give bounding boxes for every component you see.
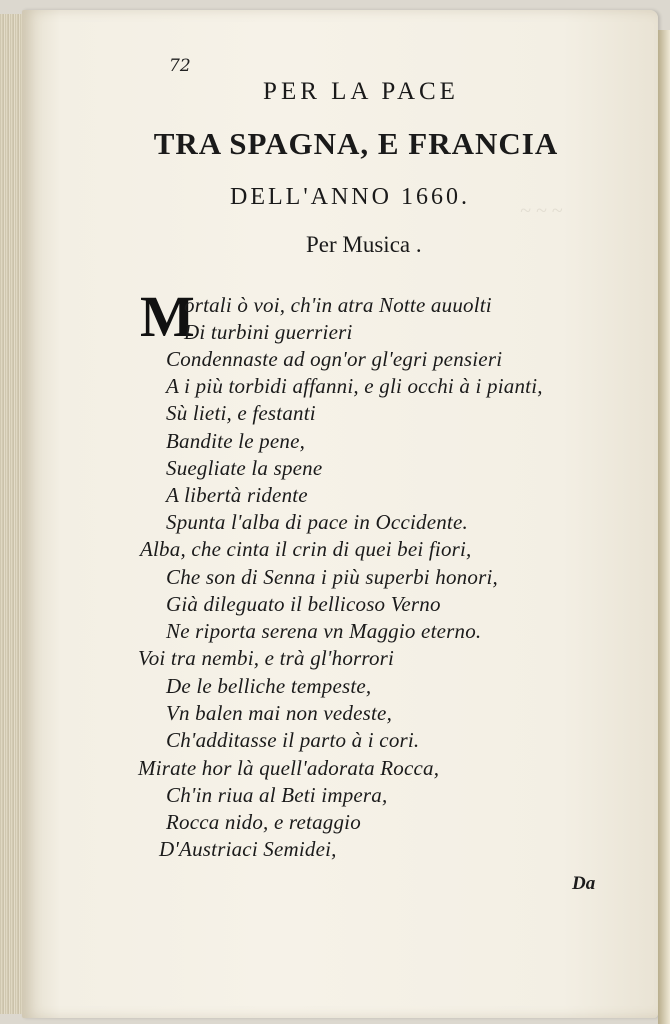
verse-line: Suegliate la spene — [166, 456, 323, 480]
heading-line-3: DELL'ANNO 1660. — [230, 184, 470, 210]
verse-line: ortali ò voi, ch'in atra Notte auuolti — [184, 293, 492, 317]
verse-line: Mirate hor là quell'adorata Rocca, — [138, 756, 440, 780]
heading-line-2: TRA SPAGNA, E FRANCIA — [153, 126, 559, 161]
verse-line: Sù lieti, e festanti — [166, 401, 316, 425]
verse-line: Che son di Senna i più superbi honori, — [166, 565, 498, 589]
verse-line: A libertà ridente — [166, 483, 308, 507]
catchword: Da — [572, 873, 596, 894]
verse-line: De le belliche tempeste, — [166, 674, 372, 698]
verse-line: Ch'additasse il parto à i cori. — [166, 728, 420, 752]
right-page-edge — [658, 30, 670, 1024]
heading-line-1: PER LA PACE — [263, 78, 459, 105]
bleed-through: ~ ~ ~ — [520, 200, 563, 222]
verse-line: D'Austriaci Semidei, — [159, 837, 337, 861]
verse-line: Vn balen mai non vedeste, — [166, 701, 393, 725]
verse-line: Di turbini guerrieri — [184, 320, 353, 344]
verse-line: Già dileguato il bellicoso Verno — [166, 592, 441, 616]
verse-line: Ch'in riua al Beti impera, — [166, 783, 388, 807]
verse-line: A i più torbidi affanni, e gli occhi à i pianti, — [166, 374, 543, 398]
verse-line: Spunta l'alba di pace in Occidente. — [166, 510, 468, 534]
verse-line: Condennaste ad ogn'or gl'egri pensieri — [166, 347, 503, 371]
verse-line: Alba, che cinta il crin di quei bei fiori, — [140, 537, 472, 561]
verse-line: Voi tra nembi, e trà gl'horrori — [138, 646, 395, 670]
drop-cap: M — [140, 284, 195, 349]
verse-line: Rocca nido, e retaggio — [166, 810, 361, 834]
verse-line: Ne riporta serena vn Maggio eterno. — [166, 619, 482, 643]
page-number: 72 — [169, 56, 191, 76]
verse-line: Bandite le pene, — [166, 429, 306, 453]
subheading: Per Musica . — [306, 232, 422, 257]
